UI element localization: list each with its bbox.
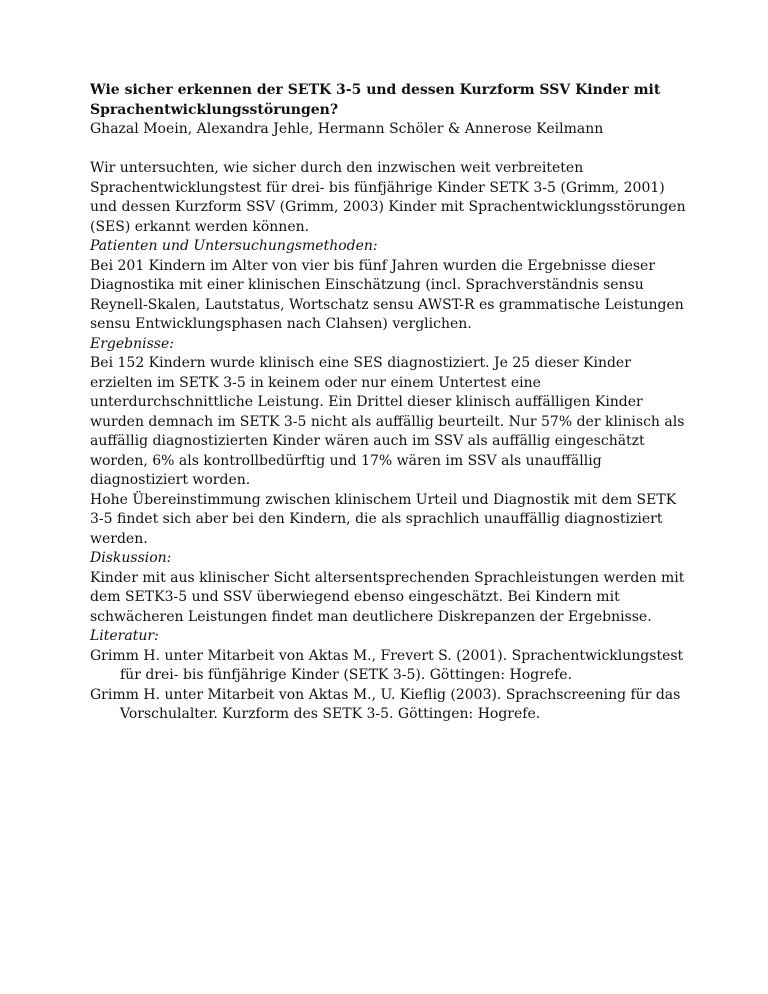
discussion-heading: Diskussion: [90,550,172,566]
discussion-paragraph: Kinder mit aus klinischer Sicht altersentsprechenden Sprachleistungen werden mit dem SETK3-5 und SSV überwiegend ebenso eingeschätzt. Bei Kindern mit schwächeren Leistungen findet man deutlichere Diskrepanzen der Ergebnisse. [90,569,685,625]
literature-heading: Literatur: [90,628,159,644]
results-paragraph-2: Hohe Übereinstimmung zwischen klinischem Urteil und Diagnostik mit dem SETK 3-5 findet sich aber bei den Kindern, die als sprachlich unauffällig diagnostiziert werden. [90,491,677,547]
methods-heading: Patienten und Untersuchungsmethoden: [90,238,378,254]
intro-paragraph: Wir untersuchten, wie sicher durch den inzwischen weit verbreiteten Sprachentwicklungstest für drei- bis fünfjährige Kinder SETK 3-5 (Grimm, 2001) und dessen Kurzform SSV (Grimm, 2003) Kinder mit Sprachentwicklungsstörungen (SES) erkannt werden können. [90,160,686,235]
document-title: Wie sicher erkennen der SETK 3-5 und dessen Kurzform SSV Kinder mit Sprachentwicklungsstörungen? [90,82,661,118]
results-heading: Ergebnisse: [90,335,174,352]
document-page [90,81,690,725]
reference-item: Grimm H. unter Mitarbeit von Aktas M., U. Kieflig (2003). Sprachscreening für das Vorschulalter. Kurzform des SETK 3-5. Göttingen: Hogrefe. [90,686,681,722]
results-paragraph-1: Bei 152 Kindern wurde klinisch eine SES diagnostiziert. Je 25 dieser Kinder erzielten im SETK 3-5 in keinem oder nur einem Untertest eine unterdurchschnittliche Leistung. Ein Drittel dieser klinisch auffälligen Kinder wurden demnach im SETK 3-5 nicht als auffällig beurteilt. Nur 57% der klinisch als auffällig diagnostizierten Kinder wären auch im SSV als auffällig eingeschätzt worden, 6% als kontrollbedürftig und 17% wären im SSV als unauffällig diagnostiziert worden. [90,355,685,488]
author-list: Ghazal Moein, Alexandra Jehle, Hermann Schöler & Annerose Keilmann [90,121,604,137]
methods-paragraph: Bei 201 Kindern im Alter von vier bis fünf Jahren wurden die Ergebnisse dieser Diagnostika mit einer klinischen Einschätzung (incl. Sprachverständnis sensu Reynell-Skalen, Lautstatus, Wortschatz sensu AWST-R es grammatische Leistungen sensu Entwicklungsphasen nach Clahsen) verglichen. [90,257,684,332]
reference-item: Grimm H. unter Mitarbeit von Aktas M., Frevert S. (2001). Sprachentwicklungstest für drei- bis fünfjährige Kinder (SETK 3-5). Göttingen: Hogrefe. [90,647,684,683]
